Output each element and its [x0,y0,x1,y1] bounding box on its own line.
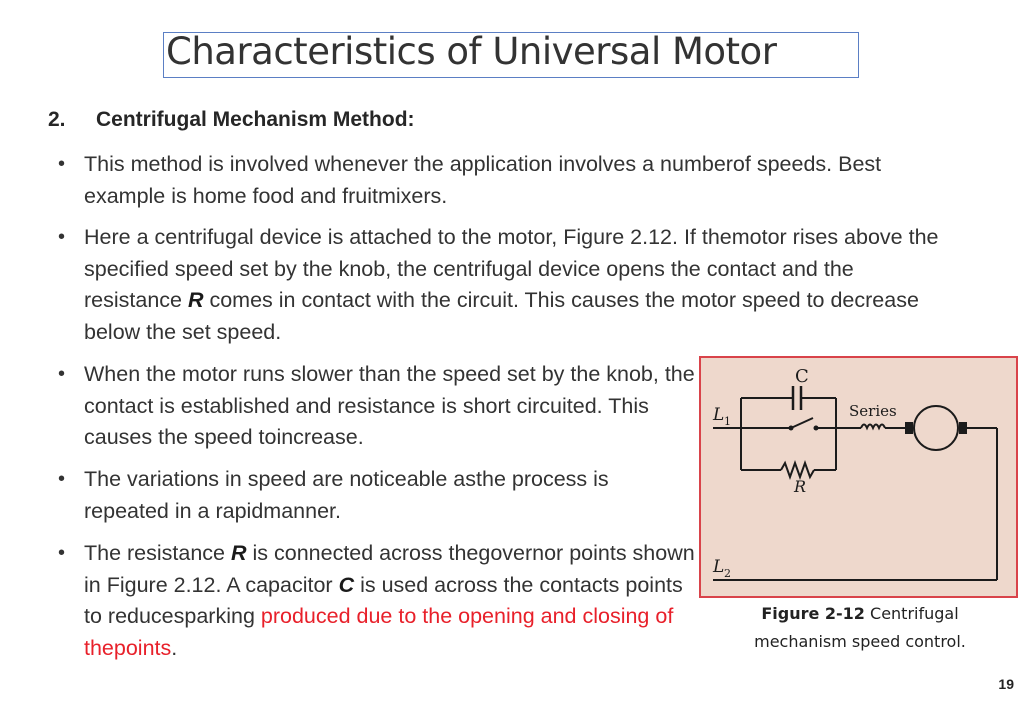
circuit-figure [699,356,1018,598]
bullet-3 [58,359,698,454]
figure-caption [730,600,990,656]
capacitor-label: C [795,366,809,387]
bullet-5 [58,538,698,664]
l2-label: L [713,557,725,577]
bullet-dot: • [58,542,66,564]
caption-label: Figure 2-12 [761,604,865,623]
l2-subscript: 2 [724,567,731,580]
section-heading [48,108,415,132]
bullet-2 [58,222,948,348]
page-number: 19 [998,676,1014,692]
bullet-dot: • [58,468,66,490]
l1-label: L [713,405,725,425]
caption-text: Centrifugal mechanism speed control. [754,604,966,651]
bullet-text: When the motor runs slower than the speed set by the knob, the contact is established and resistance is short circuited. This causes the speed toincrease. [84,362,695,449]
bullet-text: The resistance R is connected across thegovernor points shown in Figure 2.12. A capacitor C is used across the contacts points to reducesparking produced due to the opening and closing of thepoints. [84,541,695,660]
bullet-dot: • [58,153,66,175]
bullet-dot: • [58,363,66,385]
bullet-text: This method is involved whenever the application involves a numberof speeds. Best example is home food and fruitmixers. [84,152,882,208]
l1-subscript: 1 [724,415,731,428]
section-number: 2. [48,108,66,131]
resistance-symbol: R [230,541,247,565]
bullet-4 [58,464,658,527]
capacitor-symbol: C [338,572,355,597]
slide-title: Characteristics of Universal Motor [166,30,777,73]
bullet-text: Here a centrifugal device is attached to the motor, Figure 2.12. If themotor rises above the specified speed set by the knob, the centrifugal device opens the contact and the resistance R comes in contact with the circuit. This causes the motor speed to decrease below the set speed. [84,225,939,344]
resistor-label: R [794,477,807,496]
bullet-dot: • [58,226,66,248]
section-heading-text: Centrifugal Mechanism Method: [96,108,415,131]
bullet-1 [58,149,938,212]
bullet-text: The variations in speed are noticeable asthe process is repeated in a rapidmanner. [84,467,609,523]
series-label: Series [849,402,897,420]
title-box [163,32,859,78]
highlight-text: produced due to the opening and closing of thepoints [84,604,674,660]
circuit-diagram [701,358,1018,598]
resistance-symbol: R [187,288,204,312]
